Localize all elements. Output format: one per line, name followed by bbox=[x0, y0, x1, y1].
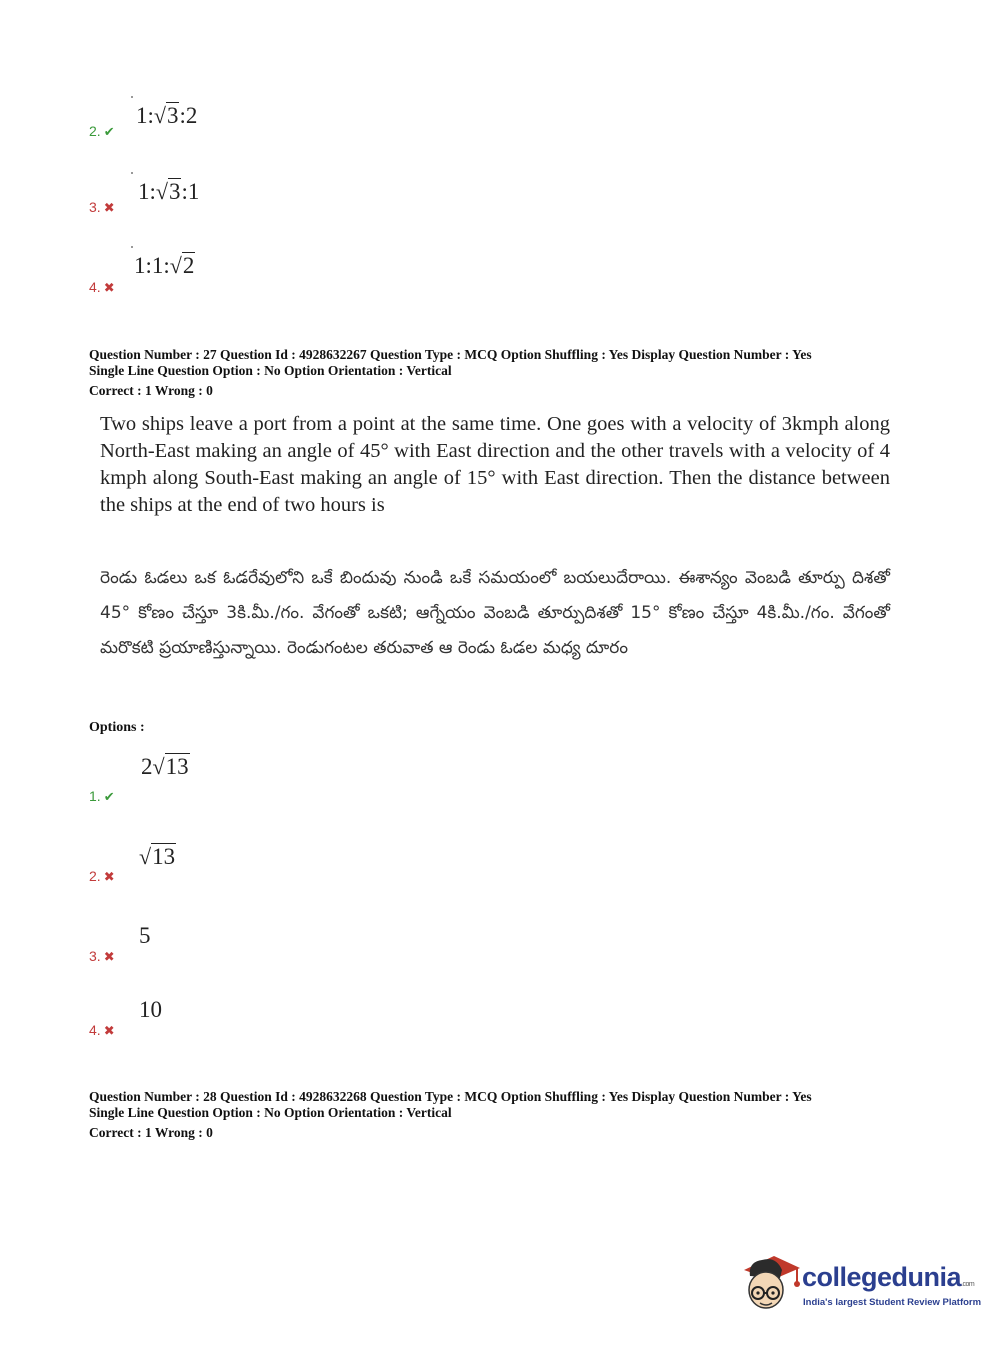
square-root: √2 bbox=[169, 253, 195, 278]
cross-icon: ✖ bbox=[103, 280, 115, 295]
option-number: 3. ✖ bbox=[89, 199, 115, 215]
option-number: 3. ✖ bbox=[89, 948, 115, 964]
check-icon: ✔ bbox=[103, 789, 115, 804]
collegedunia-logo bbox=[740, 1248, 982, 1318]
check-icon: ✔ bbox=[103, 124, 115, 139]
brand-name: collegedunia.com bbox=[802, 1262, 975, 1292]
option-number: 4. ✖ bbox=[89, 1022, 115, 1038]
square-root: √3 bbox=[153, 103, 179, 128]
question-27-meta: Question Number : 27 Question Id : 4928632267 Question Type : MCQ Option Shuffling : Yes Display Question Number : Yes Single Line Question Option : No Option Orientation : Vertical Correct : 1 Wrong : 0 bbox=[89, 347, 812, 398]
brand-tagline: India's largest Student Review Platform bbox=[803, 1297, 982, 1308]
option-math: 1:√3:1 bbox=[138, 179, 200, 204]
square-root: √13 bbox=[152, 754, 189, 779]
cross-icon: ✖ bbox=[103, 869, 115, 884]
square-root: √3 bbox=[155, 179, 181, 204]
option-number: 1. ✔ bbox=[89, 788, 115, 804]
option-value: 10 bbox=[139, 997, 162, 1022]
mascot-icon bbox=[740, 1248, 802, 1314]
option-math: 1:1:√2 bbox=[134, 253, 195, 278]
option-math bbox=[139, 844, 176, 870]
option-number: 4. ✖ bbox=[89, 279, 115, 295]
question-28-meta: Question Number : 28 Question Id : 4928632268 Question Type : MCQ Option Shuffling : Yes Display Question Number : Yes Single Line Question Option : No Option Orientation : Vertical Correct : 1 Wrong : 0 bbox=[89, 1089, 812, 1140]
option-number: 2. ✔ bbox=[89, 123, 115, 139]
question-27-telugu-text: రెండు ఓడలు ఒక ఓడరేవులోని ఒకే బిందువు నుండి ఒకే సమయంలో బయలుదేరాయి. ఈశాన్యం వెంబడి తూర్పు దిశతో 45° కోణం చేస్తూ 3కి.మీ./గం. వేగంతో ఒకటి; ఆగ్నేయం వెంబడి తూర్పుదిశతో 15° కోణం చేస్తూ 4కి.మీ./గం. వేగంతో మరొకటి ప్రయాణిస్తున్నాయి. రెండుగంటల తరువాత ఆ రెండు ఓడల మధ్య దూరం bbox=[100, 568, 890, 658]
option-math: 1:√3:2 bbox=[136, 103, 198, 128]
option-number: 2. ✖ bbox=[89, 868, 115, 884]
options-label: Options : bbox=[89, 720, 145, 735]
question-27-english-text: Two ships leave a port from a point at the same time. One goes with a velocity of 3kmph along North-East making an angle of 45° with East direction and the other travels with a velocity of 4 kmph along South-East making an angle of 15° with East direction. Then the distance between the ships at the end of two hours is bbox=[100, 413, 890, 516]
square-root: √13 bbox=[139, 844, 176, 869]
cross-icon: ✖ bbox=[103, 200, 115, 215]
cross-icon: ✖ bbox=[103, 1023, 115, 1038]
option-math: 2√13 bbox=[141, 754, 189, 779]
cross-icon: ✖ bbox=[103, 949, 115, 964]
option-value: 5 bbox=[139, 923, 151, 948]
